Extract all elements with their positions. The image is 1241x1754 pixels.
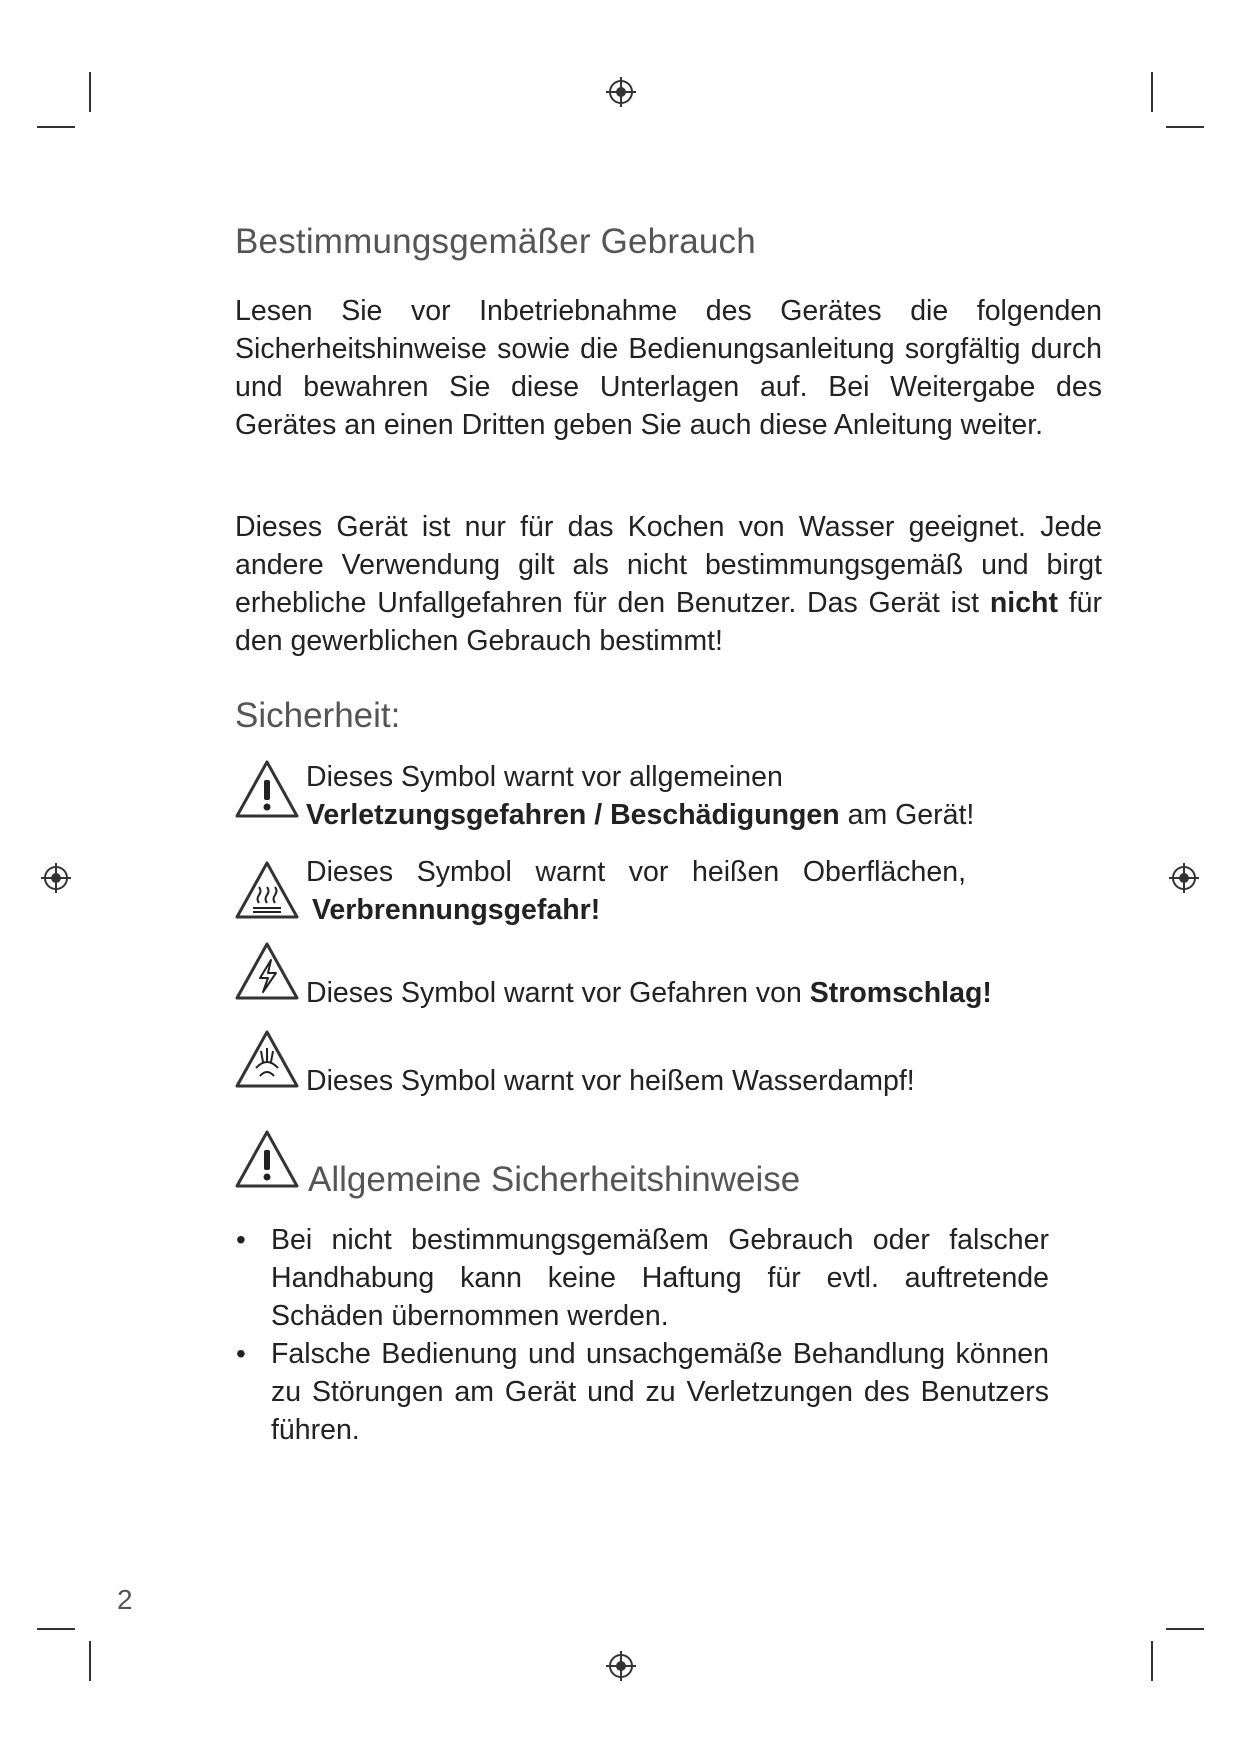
- safety-bullet-list: [234, 1221, 1049, 1449]
- crop-mark: [1151, 72, 1153, 112]
- warning-text-bold: Verletzungsgefahren / Beschädigungen: [306, 799, 840, 831]
- crop-mark: [89, 1641, 91, 1681]
- warning-text-bold-label: Verbrennungsgefahr!: [312, 894, 601, 926]
- usage-text: Dieses Gerät ist nur für das Kochen von Wasser geeignet. Jede andere Verwendung gilt als nicht bestimmungsgemäß und birgt erhebliche Unfallgefahren für den Benutzer. Das Gerät ist: [235, 511, 1102, 619]
- warning-text: [306, 1062, 915, 1100]
- hot-surface-icon: [234, 859, 300, 921]
- registration-mark-icon: [605, 76, 637, 108]
- registration-mark-icon: [605, 1650, 637, 1682]
- crop-mark: [1166, 1628, 1204, 1630]
- warning-row: [234, 940, 992, 1012]
- warning-text-bold: Stromschlag!: [809, 977, 992, 1009]
- general-warning-icon: [234, 1128, 300, 1190]
- warning-text: [306, 853, 966, 891]
- safety-heading: Sicherheit:: [235, 696, 401, 735]
- registration-mark-icon: [1168, 862, 1200, 894]
- warning-text-tail: am Gerät!: [847, 799, 975, 831]
- warning-text-plain: Dieses Symbol warnt vor heißen Oberflächen,: [306, 856, 966, 888]
- warning-text-bold: [312, 891, 600, 929]
- general-warning-icon: [234, 758, 300, 820]
- warning-text: [306, 758, 1086, 834]
- intro-paragraph: Lesen Sie vor Inbetriebnahme des Gerätes die folgenden Sicherheitshinweise sowie die Bedienungsanleitung sorgfältig durch und bewahren Sie diese Unterlagen auf. Bei Weitergabe des Gerätes an einen Dritten geben Sie auch diese Anleitung weiter.: [235, 295, 1102, 441]
- crop-mark: [89, 72, 91, 112]
- hot-steam-icon: [234, 1028, 300, 1090]
- crop-mark: [37, 126, 75, 128]
- warning-row: [234, 1028, 915, 1100]
- crop-mark: [1151, 1641, 1153, 1681]
- usage-tail: für den gewerblichen Gebrauch bestimmt!: [235, 587, 1103, 657]
- warning-text-plain: Dieses Symbol warnt vor Gefahren von: [306, 977, 802, 1009]
- electric-shock-icon: [234, 940, 300, 1002]
- usage-paragraph: [235, 508, 1102, 660]
- list-item: • Falsche Bedienung und unsachgemäße Behandlung können zu Störungen am Gerät und zu Verletzungen des Benutzers führen.: [234, 1335, 1049, 1449]
- page-number: 2: [117, 1584, 133, 1615]
- page-title: Bestimmungsgemäßer Gebrauch: [235, 222, 756, 261]
- usage-emphasis: nicht: [989, 587, 1058, 619]
- general-safety-heading: Allgemeine Sicherheitshinweise: [308, 1160, 801, 1199]
- warning-row: [234, 758, 1086, 834]
- registration-mark-icon: [40, 862, 72, 894]
- crop-mark: [1166, 126, 1204, 128]
- list-item: • Bei nicht bestimmungsgemäßem Gebrauch oder falscher Handhabung kann keine Haftung für evtl. auftretende Schäden übernommen werden.: [234, 1221, 1049, 1335]
- crop-mark: [37, 1628, 75, 1630]
- warning-text: [306, 974, 992, 1012]
- warning-text-plain: Dieses Symbol warnt vor heißem Wasserdampf!: [306, 1065, 915, 1097]
- warning-text-plain: Dieses Symbol warnt vor allgemeinen: [306, 761, 783, 793]
